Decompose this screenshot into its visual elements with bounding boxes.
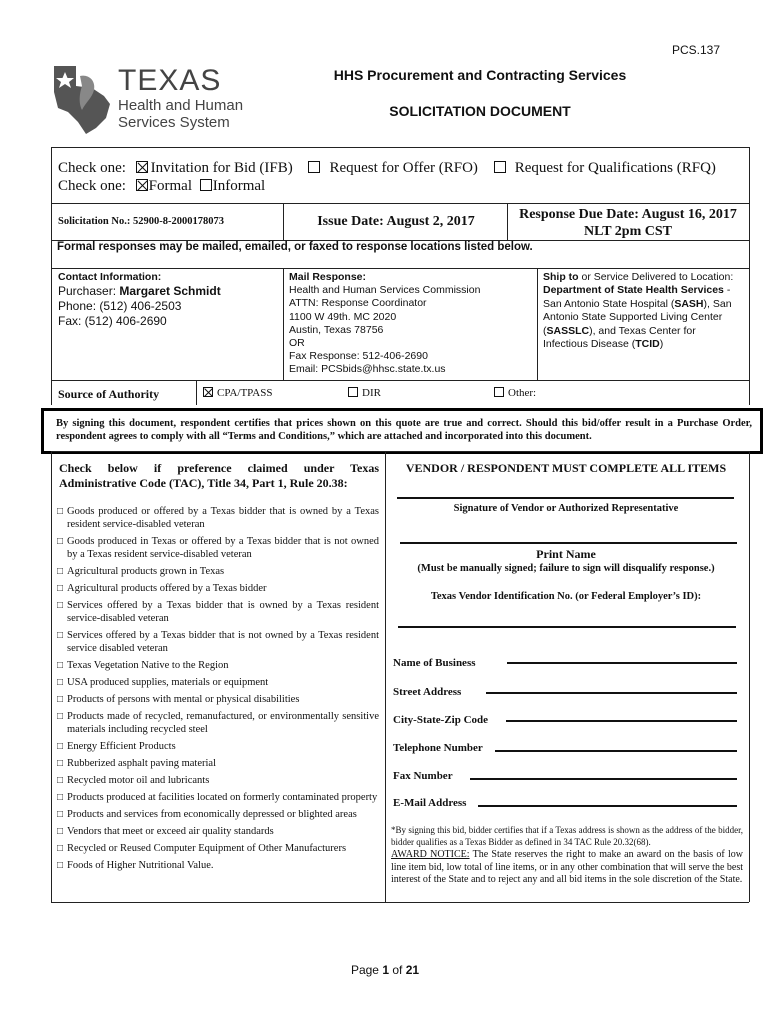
preference-item[interactable]: □ Recycled or Reused Computer Equipment of Other Manufacturers [57,842,379,855]
fax-number-line[interactable] [470,778,737,780]
ship-department: Department of State Health Services [543,284,724,297]
other-checkbox[interactable] [494,387,504,397]
preference-item[interactable]: □ Products made of recycled, remanufactured, or environmentally sensitive materials including recycled steel [57,710,379,736]
preference-item[interactable]: □ Products and services from economically depressed or blighted areas [57,808,379,821]
ifb-label: Invitation for Bid (IFB) [150,160,293,176]
page-number [0,963,770,977]
issue-date: Issue Date: August 2, 2017 [317,214,475,229]
mail-line: ATTN: Response Coordinator [289,297,427,310]
rfo-checkbox[interactable] [308,161,320,173]
email-response: Email: PCSbids@hhsc.state.tx.us [289,363,446,376]
ship-text: ) [659,338,664,351]
source-of-authority-label: Source of Authority [58,387,160,401]
mail-line: 1100 W 49th. MC 2020 [289,310,397,323]
telephone-label: Telephone Number [393,742,483,754]
dir-label: DIR [362,387,381,399]
fax-number-label: Fax Number [393,770,453,782]
informal-checkbox[interactable] [200,179,212,191]
cpa-option [203,387,272,399]
mail-line: Austin, Texas 78756 [289,323,384,336]
email-line[interactable] [478,805,737,807]
ship-text: - San Antonio State Hospital ( [543,284,731,310]
mail-response [289,271,535,377]
preference-item[interactable]: □ Services offered by a Texas bidder that is not owned by a Texas resident service disabled veteran [57,629,379,655]
preference-item[interactable]: □ Foods of Higher Nutritional Value. [57,859,379,872]
contact-information [58,271,280,329]
preference-item[interactable]: □ Rubberized asphalt paving material [57,757,379,770]
preference-item[interactable]: □ Goods produced or offered by a Texas bidder that is owned by a Texas resident service-disabled veteran [57,505,379,531]
page-total: 21 [405,963,420,977]
purchaser-label: Purchaser: [58,284,120,298]
ship-sasslc: SASSLC [546,324,590,337]
dir-checkbox[interactable] [348,387,358,397]
logo-line3: Services System [118,114,230,131]
email-label: E-Mail Address [393,797,467,809]
preference-item[interactable]: □ Services offered by a Texas bidder that is owned by a Texas resident service-disabled veteran [57,599,379,625]
print-name-label: Print Name [536,547,596,561]
preference-item[interactable]: □ Energy Efficient Products [57,740,379,753]
preference-list [57,505,379,876]
hhs-logo [52,62,252,134]
rfo-label: Request for Offer (RFO) [329,160,478,176]
preference-item[interactable]: □ Recycled motor oil and lubricants [57,774,379,787]
tax-id-line[interactable] [398,626,736,628]
signature-label: Signature of Vendor or Authorized Representative [453,503,679,514]
page-subtitle: SOLICITATION DOCUMENT [389,103,571,119]
formal-label: Formal [148,178,192,194]
award-notice [391,849,743,887]
formality-row [58,178,265,195]
ship-text: ), San Antonio State Supported Living Center ( [543,297,732,337]
mail-line: OR [289,337,305,350]
preference-item[interactable]: □ Vendors that meet or exceed air quality standards [57,825,379,838]
check-one-label: Check one: [58,160,126,176]
page-of: of [389,963,406,977]
print-name-note: (Must be manually signed; failure to sign will disqualify response.) [417,563,715,574]
city-state-zip-line[interactable] [506,720,737,722]
preference-item[interactable]: □ USA produced supplies, materials or equipment [57,676,379,689]
logo-texas: TEXAS [118,64,222,97]
signature-line[interactable] [397,497,734,499]
certification-statement: By signing this document, respondent certifies that prices shown on this quote are true and correct. Should this bid/offer result in a Purchase Order, respondent agrees to comply with all “Terms and Conditions,” which are attached and incorporated into this document. [41,408,763,454]
ship-to-info [543,271,743,351]
street-address-label: Street Address [393,686,462,698]
award-notice-label: AWARD NOTICE: [391,849,470,860]
logo-line2: Health and Human [118,97,244,114]
vendor-heading: VENDOR / RESPONDENT MUST COMPLETE ALL ITEMS [405,461,727,475]
preference-heading: Check below if preference claimed under Texas Administrative Code (TAC), Title 34, Part 1, Rule 20.38: [59,461,379,490]
purchaser-name: Margaret Schmidt [119,284,221,298]
texas-bidder-note: *By signing this bid, bidder certifies that if a Texas address is shown as the address of the bidder, bidder qualifies as a Texas Bidder as defined in 34 TAC Rule 20.32(68). [391,825,743,847]
texas-star-icon [52,62,114,134]
page-current: 1 [382,963,389,977]
business-name-line[interactable] [507,662,737,664]
tax-id-label: Texas Vendor Identification No. (or Federal Employer’s ID): [430,591,702,602]
response-due-time: NLT 2pm CST [584,224,672,239]
other-option [494,387,536,399]
cpa-checkbox[interactable] [203,387,213,397]
ship-to-label: Ship to [543,271,579,283]
page-prefix: Page [350,963,383,977]
preference-item[interactable]: □ Products of persons with mental or physical disabilities [57,693,379,706]
ship-sash: SASH [674,297,704,310]
formal-checkbox[interactable] [136,179,148,191]
fax-response: Fax Response: 512-406-2690 [289,350,428,363]
preference-item[interactable]: □ Goods produced in Texas or offered by a Texas bidder that is not owned by a Texas resident service-disabled veteran [57,535,379,561]
business-name-label: Name of Business [393,657,476,669]
other-label: Other: [508,387,537,399]
dir-option [348,387,381,399]
city-state-zip-label: City-State-Zip Code [393,714,489,726]
procurement-type-row [58,160,716,177]
ship-text: or Service Delivered to Location: [578,271,734,283]
contact-phone: Phone: (512) 406-2503 [58,299,182,313]
street-address-line[interactable] [486,692,737,694]
ship-text: ), and Texas Center for Infectious Disease ( [543,324,696,351]
contact-heading: Contact Information: [58,271,162,283]
award-notice-text: The State reserves the right to make an award on the basis of low line item bid, low total of line items, or in any other combination that will serve the best interest of the State and to reject any and all bid items in the sole discretion of the State. [391,849,743,886]
preference-item[interactable]: □ Products produced at facilities located on formerly contaminated property [57,791,379,804]
telephone-line[interactable] [495,750,737,752]
response-due-date: Response Due Date: August 16, 2017 [519,207,737,222]
page-title: HHS Procurement and Contracting Services [333,67,627,83]
rfq-label: Request for Qualifications (RFQ) [514,160,716,176]
mail-line: Health and Human Services Commission [289,284,481,297]
contact-fax: Fax: (512) 406-2690 [58,314,167,328]
preference-item[interactable]: □ Agricultural products grown in Texas [57,565,379,578]
print-name-line[interactable] [400,542,737,544]
mail-heading: Mail Response: [289,271,367,283]
ifb-checkbox[interactable] [136,161,148,173]
formal-responses-note: Formal responses may be mailed, emailed, or faxed to response locations listed below. [57,241,533,253]
purchaser [58,284,280,299]
informal-label: Informal [212,178,266,194]
preference-item[interactable]: □ Texas Vegetation Native to the Region [57,659,379,672]
ship-tcid: TCID [635,338,660,351]
form-code: PCS.137 [671,43,720,57]
check-one-label-2: Check one: [58,178,126,194]
preference-item[interactable]: □ Agricultural products offered by a Texas bidder [57,582,379,595]
solicitation-number: Solicitation No.: 52900-8-2000178073 [58,216,224,227]
cpa-label: CPA/TPASS [217,387,273,399]
rfq-checkbox[interactable] [494,161,506,173]
